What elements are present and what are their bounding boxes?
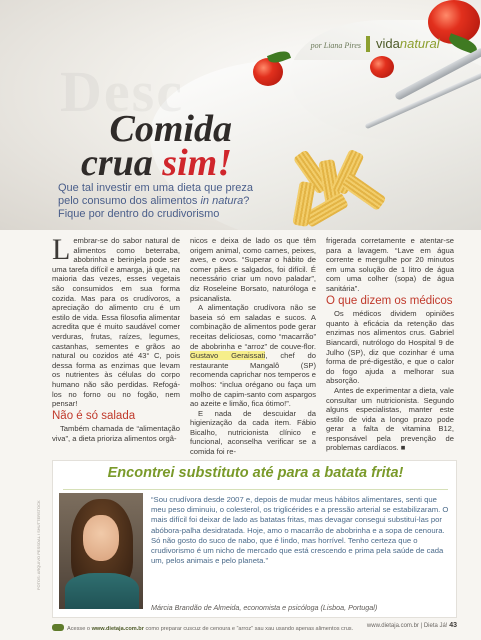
subtitle-part-a: Que tal investir em uma dieta que preza pelo consumo dos alimentos [58, 182, 254, 207]
title-line-2 [52, 142, 232, 184]
section-tag-a: vida [376, 36, 400, 51]
page-footer: www.dietaja.com.br | Dieta Já! 43 [366, 622, 457, 629]
article-subtitle [58, 182, 258, 221]
portrait-photo [59, 493, 143, 609]
web-icon [52, 624, 64, 631]
section-tag-b: natural [399, 36, 440, 51]
paragraph: Também chamada de “alimentação viva”, a dieta prioriza alimentos orgâ- [52, 424, 180, 443]
paragraph: Antes de experimentar a dieta, vale consultar um nutricionista. Segundo alguns especialistas, manter este estilo de vida a longo prazo pode gerar a falta de vitamina B12, responsável pela prevenção de problemas cardíacos. ■ [326, 385, 454, 453]
article-title [52, 108, 232, 184]
portrait-face [83, 515, 119, 561]
footer-post: como preparar cuscuz de cenoura e “arroz” sau xau usando apenas alimentos crus. [143, 626, 354, 632]
paragraph [190, 303, 316, 409]
paragraph: nicos e deixa de lado os que têm origem animal, como carnes, peixes, aves, e ovos. “Superar o hábito de comer pães e salgados, foi difícil. É necessário criar um novo paladar”, diz Roseleine Borsato, naturóloga e psicanalista. [190, 236, 316, 303]
tomato-image [370, 56, 394, 78]
paragraph [52, 233, 180, 409]
paragraph-text: embrar-se do sabor natural de alimentos como beterraba, abobrinha e berinjela pode ser uma tarefa difícil e amarga, já que, na maioria das vezes, esses vegetais são consumidos em sua forma cozida. Mas para os crudívoros, a apreciação do alimento cru é um estilo de vida. Essa filosofia alimentar acredita que é muito saudável comer verduras, frutas, raízes, legumes, castanhas, sementes e grãos ao natural ou cozidos até 43° C, pois dessa forma as enzimas que levam os nutrientes às células do corpo humano não são perdidas. Refogá-los no forno ou no fogão, nem pensar! [52, 236, 180, 409]
column-1 [52, 233, 180, 443]
box-title: Encontrei substituto até para a batata frita! [107, 465, 404, 481]
watermark-text: Desc [60, 59, 184, 124]
highlighted-name: Gustavo Geraissati [190, 351, 266, 361]
testimonial-box [52, 460, 457, 618]
footer-link[interactable]: www.dietaja.com.br [91, 626, 144, 632]
title-line-1: Comida [109, 108, 232, 150]
photo-credit: FOTOS: ARQUIVO PESSOAL / SHUTTERSTOCK [36, 500, 41, 590]
testimonial-signature: Márcia Brandão de Almeida, economista e psicóloga (Lisboa, Portugal) [151, 603, 378, 612]
column-3 [326, 236, 454, 453]
column-2 [190, 236, 316, 457]
footer-pre: Acesse o [67, 626, 92, 632]
paragraph: Os médicos dividem opiniões quanto à eficácia da retenção das enzimas nos alimentos crus. Gabriel Biancardi, nutrólogo do Hospital 9 de Julho (SP), diz que cozinhar é uma forma de pré-digestão, e que o calor do fogo ajuda a melhorar sua absorção. [326, 309, 454, 386]
subtitle-part-b: ? Fique por dentro do crudivorismo [58, 195, 250, 220]
paragraph: E nada de descuidar da higienização da cada item. Fábio Bicalho, nutricionista clínico e funcional, aconselha verificar se a comida foi re- [190, 408, 316, 457]
portrait-shirt [65, 573, 139, 609]
subtitle-italic: in natura [200, 195, 244, 207]
paragraph-text: , chef do restaurante Mangalô (SP) recomenda caprichar nos temperos e molhos: “inclua orégano ou faça um molho de capim-santo com aspargos ao azeite e limão, fica ótimo!”. [190, 351, 316, 409]
page-number: 43 [449, 622, 457, 629]
drop-cap: L [52, 233, 71, 266]
byline: por Liana Pires [310, 41, 361, 50]
magazine-name: Dieta Já! [423, 623, 448, 629]
paragraph-text: A alimentação crudívora não se baseia só em saladas e sucos. A combinação de alimentos pode gerar receitas deliciosas, como “macarrão” de abobrinha e “arroz” de couve-flor. [190, 303, 316, 351]
title-highlight: sim! [162, 142, 232, 184]
subheading: O que dizem os médicos [326, 294, 453, 307]
subheading: Não é só salada [52, 409, 136, 422]
divider [63, 489, 448, 490]
testimonial-quote: “Sou crudívora desde 2007 e, depois de mudar meus hábitos alimentares, senti que meu peso diminuiu, o colesterol, os triglicérides e a pressão arterial se estabilizaram. O mais difícil foi deixar de lado as batatas fritas, mas devagar consegui substituí-las por abóbora-palha desidratada. Hoje, amo o macarrão de abobrinha e a sopa de cenoura. Só não gosto do suco de nabo, que é lindo, mas horrível. Tenho certeza que o crudivorismo é um nicho de mercado que está crescendo e prima pela saúde de cada um, pelos animais e pelo planeta.” [151, 495, 449, 566]
paragraph: frigerada corretamente e atentar-se para a lavagem. “Lave em água corrente e mergulhe por 20 minutos em uma solução de 1 litro de água com uma colher (sopa) de água sanitária”. [326, 236, 454, 293]
title-word: crua [81, 142, 153, 184]
section-tag [366, 36, 440, 52]
footer-site[interactable]: www.dietaja.com.br [366, 623, 419, 629]
